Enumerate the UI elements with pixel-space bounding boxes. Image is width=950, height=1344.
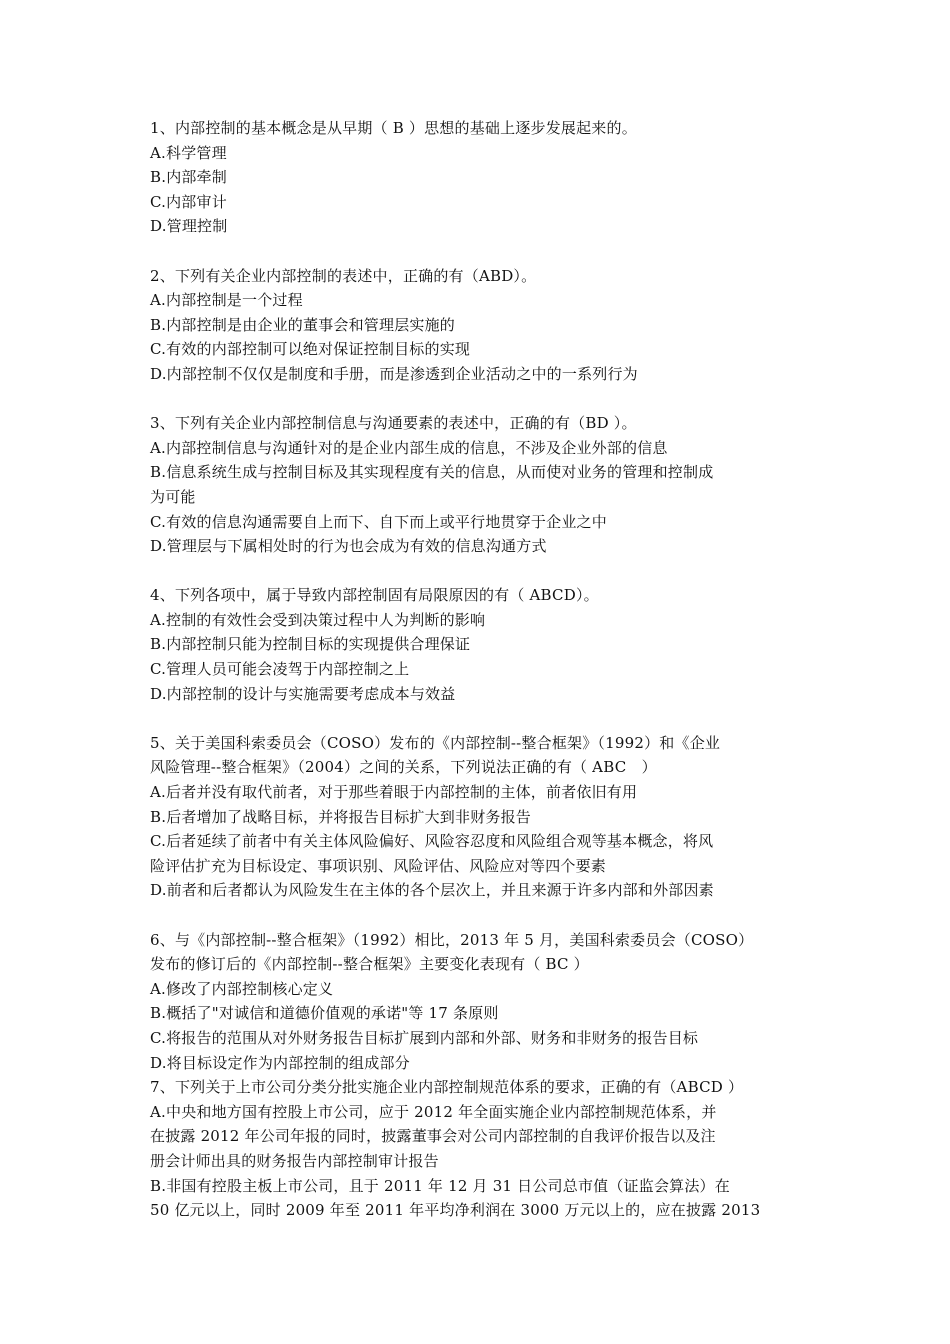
option-b-continued: 为可能 [150,487,196,506]
option-a-continued: 册会计师出具的财务报告内部控制审计报告 [150,1151,439,1170]
option-a-continued: 在披露 2012 年公司年报的同时，披露董事会对公司内部控制的自我评价报告以及注 [150,1127,716,1146]
question-stem: 7、下列关于上市公司分类分批实施企业内部控制规范体系的要求，正确的有（ABCD ） [150,1078,744,1097]
option-a: A.后者并没有取代前者，对于那些着眼于内部控制的主体，前者依旧有用 [150,783,638,802]
question-stem-continued: 发布的修订后的《内部控制--整合框架》主要变化表现有（ BC ） [150,955,589,974]
option-a: A.修改了内部控制核心定义 [150,979,334,998]
question-2 [150,264,810,387]
option-a: A.科学管理 [150,143,227,162]
option-b: B.概括了"对诚信和道德价值观的承诺"等 17 条原则 [150,1004,499,1023]
option-d: D.管理层与下属相处时的行为也会成为有效的信息沟通方式 [150,537,547,556]
option-b: B.后者增加了战略目标，并将报告目标扩大到非财务报告 [150,807,531,826]
option-d: D.将目标设定作为内部控制的组成部分 [150,1053,410,1072]
option-b: B.内部控制只能为控制目标的实现提供合理保证 [150,635,471,654]
option-c: C.管理人员可能会凌驾于内部控制之上 [150,660,410,679]
question-6 [150,928,810,1076]
document-page [150,116,810,1223]
option-b-continued: 50 亿元以上，同时 2009 年至 2011 年平均净利润在 3000 万元以上的，应在披露 2013 [150,1201,761,1220]
option-a: A.控制的有效性会受到决策过程中人为判断的影响 [150,610,486,629]
question-5 [150,731,810,903]
question-4 [150,583,810,706]
option-d: D.内部控制的设计与实施需要考虑成本与效益 [150,684,456,703]
option-c: C.有效的信息沟通需要自上而下、自下而上或平行地贯穿于企业之中 [150,512,607,531]
option-b: B.内部控制是由企业的董事会和管理层实施的 [150,315,455,334]
option-c: C.有效的内部控制可以绝对保证控制目标的实现 [150,340,471,359]
option-b: B.信息系统生成与控制目标及其实现程度有关的信息，从而使对业务的管理和控制成 [150,463,714,482]
option-d: D.内部控制不仅仅是制度和手册，而是渗透到企业活动之中的一系列行为 [150,364,638,383]
option-c: C.后者延续了前者中有关主体风险偏好、风险容忍度和风险组合观等基本概念，将风 [150,832,714,851]
question-stem-continued: 风险管理--整合框架》（2004）之间的关系，下列说法正确的有（ ABC ） [150,758,657,777]
question-stem: 2、下列有关企业内部控制的表述中，正确的有（ABD）。 [150,266,537,285]
option-c: C.内部审计 [150,192,227,211]
option-a: A.内部控制是一个过程 [150,291,303,310]
question-stem: 5、关于美国科索委员会（COSO）发布的《内部控制--整合框架》（1992）和《企业 [150,733,721,752]
question-stem: 6、与《内部控制--整合框架》（1992）相比，2013 年 5 月，美国科索委员会（COSO） [150,930,754,949]
question-stem: 4、下列各项中，属于导致内部控制固有局限原因的有（ ABCD）。 [150,586,599,605]
option-d: D.管理控制 [150,217,228,236]
question-1 [150,116,810,239]
option-c: C.将报告的范围从对外财务报告目标扩展到内部和外部、财务和非财务的报告目标 [150,1028,699,1047]
question-stem: 1、内部控制的基本概念是从早期（ B ）思想的基础上逐步发展起来的。 [150,119,637,137]
question-stem: 3、下列有关企业内部控制信息与沟通要素的表述中，正确的有（BD ）。 [150,414,637,433]
option-a: A.中央和地方国有控股上市公司，应于 2012 年全面实施企业内部控制规范体系，并 [150,1102,717,1121]
option-b: B.内部牵制 [150,168,227,187]
option-c-continued: 险评估扩充为目标设定、事项识别、风险评估、风险应对等四个要素 [150,856,607,875]
option-d: D.前者和后者都认为风险发生在主体的各个层次上，并且来源于许多内部和外部因素 [150,881,714,900]
question-3 [150,411,810,559]
option-b: B.非国有控股主板上市公司，且于 2011 年 12 月 31 日公司总市值（证监会算法）在 [150,1176,730,1195]
question-7 [150,1075,810,1223]
option-a: A.内部控制信息与沟通针对的是企业内部生成的信息，不涉及企业外部的信息 [150,438,668,457]
